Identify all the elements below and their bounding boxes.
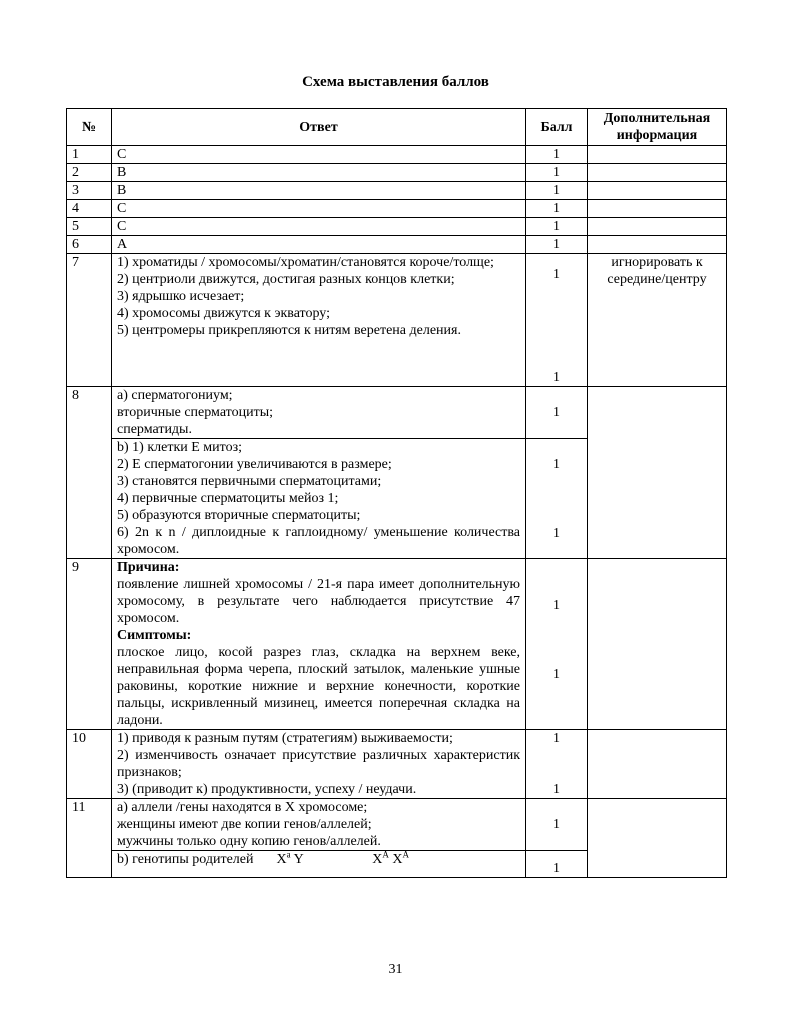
table-row-11a bbox=[67, 799, 727, 851]
point-value: 1 bbox=[553, 526, 560, 541]
scoring-table bbox=[66, 108, 727, 878]
row-answer bbox=[112, 559, 526, 730]
answer-line: сперматиды. bbox=[117, 422, 192, 437]
genotype-base: X bbox=[388, 852, 403, 867]
answer-line: 4) хромосомы движутся к экватору; bbox=[117, 306, 331, 321]
row-points: 1 bbox=[526, 236, 588, 254]
answer-line: а) сперматогониум; bbox=[117, 388, 233, 403]
row-points bbox=[526, 439, 588, 559]
page-title: Схема выставления баллов bbox=[302, 74, 489, 90]
answer-line: b) 1) клетки E митоз; bbox=[117, 440, 242, 455]
row-answer bbox=[112, 799, 526, 851]
row-answer: C bbox=[112, 218, 526, 236]
header-info: Дополнительная информация bbox=[588, 109, 727, 146]
table-row-8a bbox=[67, 387, 727, 439]
row-num: 10 bbox=[67, 730, 112, 799]
answer-line: а) аллели /гены находятся в X хромосоме; bbox=[117, 800, 368, 815]
row-points bbox=[526, 254, 588, 387]
symptoms-label: Симптомы: bbox=[117, 628, 192, 643]
answer-line: 2) центриоли движутся, достигая разных концов клетки; bbox=[117, 272, 455, 287]
row-answer: A bbox=[112, 236, 526, 254]
row-answer bbox=[112, 730, 526, 799]
answer-line: 3) становятся первичными сперматоцитами; bbox=[117, 474, 382, 489]
point-value: 1 bbox=[553, 370, 560, 385]
answer-line: 3) ядрышко исчезает; bbox=[117, 289, 245, 304]
row-points: 1 bbox=[526, 218, 588, 236]
symptoms-text: плоское лицо, косой разрез глаз, складка на верхнем веке, неправильная форма черепа, плоский затылок, маленькие ушные раковины, короткие нижние и верхние конечности, короткие пальцы, искривленный мизинец, имеется поперечная складка на ладони. bbox=[117, 645, 520, 728]
answer-line: 1) приводя к разным путям (стратегиям) выживаемости; bbox=[117, 731, 453, 746]
answer-line: вторичные сперматоциты; bbox=[117, 405, 273, 420]
answer-line: 6) 2n к n / диплоидные к гаплоидному/ уменьшение количества хромосом. bbox=[117, 525, 520, 557]
point-value: 1 bbox=[553, 782, 560, 797]
row-answer: B bbox=[112, 182, 526, 200]
row-num: 2 bbox=[67, 164, 112, 182]
row-info bbox=[588, 218, 727, 236]
page-number: 31 bbox=[388, 962, 403, 977]
answer-line: женщины имеют две копии генов/аллелей; bbox=[117, 817, 372, 832]
answer-line: 1) хроматиды / хромосомы/хроматин/становятся короче/толще; bbox=[117, 255, 494, 270]
row-answer bbox=[112, 254, 526, 387]
table-row bbox=[67, 218, 727, 236]
row-points: 1 bbox=[526, 164, 588, 182]
row-points: 1 bbox=[526, 851, 588, 878]
table-row bbox=[67, 146, 727, 164]
point-value: 1 bbox=[553, 457, 560, 472]
answer-line: 2) E сперматогонии увеличиваются в размере; bbox=[117, 457, 392, 472]
row-num: 8 bbox=[67, 387, 112, 559]
genotype-base: X bbox=[372, 852, 383, 867]
genotype-tail: Y bbox=[290, 852, 304, 867]
row-info bbox=[588, 182, 727, 200]
row-num: 11 bbox=[67, 799, 112, 878]
table-row bbox=[67, 164, 727, 182]
row-info bbox=[588, 387, 727, 559]
row-answer bbox=[112, 851, 526, 878]
header-answer: Ответ bbox=[112, 109, 526, 146]
row-points: 1 bbox=[526, 146, 588, 164]
table-row bbox=[67, 182, 727, 200]
row-info bbox=[588, 200, 727, 218]
row-info bbox=[588, 559, 727, 730]
point-value: 1 bbox=[553, 667, 560, 682]
row-info bbox=[588, 164, 727, 182]
row-points: 1 bbox=[526, 387, 588, 439]
point-value: 1 bbox=[553, 598, 560, 613]
row-num: 7 bbox=[67, 254, 112, 387]
row-answer bbox=[112, 387, 526, 439]
row-info bbox=[588, 236, 727, 254]
genotype-allele: A bbox=[382, 849, 389, 860]
answer-line: 5) образуются вторичные сперматоциты; bbox=[117, 508, 361, 523]
table-row-9 bbox=[67, 559, 727, 730]
table-row-10 bbox=[67, 730, 727, 799]
row-points: 1 bbox=[526, 799, 588, 851]
row-points: 1 bbox=[526, 182, 588, 200]
table-row bbox=[67, 200, 727, 218]
row-num: 6 bbox=[67, 236, 112, 254]
row-points bbox=[526, 559, 588, 730]
genotype-allele: A bbox=[402, 849, 409, 860]
row-num: 1 bbox=[67, 146, 112, 164]
row-answer: C bbox=[112, 146, 526, 164]
answer-line: 4) первичные сперматоциты мейоз 1; bbox=[117, 491, 339, 506]
table-row bbox=[67, 236, 727, 254]
row-answer bbox=[112, 439, 526, 559]
answer-line: 3) (приводит к) продуктивности, успеху / неудачи. bbox=[117, 782, 417, 797]
point-value: 1 bbox=[553, 267, 560, 282]
table-row-7 bbox=[67, 254, 727, 387]
row-num: 4 bbox=[67, 200, 112, 218]
row-info: игнорировать к середине/центру bbox=[588, 254, 727, 387]
cause-label: Причина: bbox=[117, 560, 180, 575]
genotype-allele: a bbox=[286, 849, 291, 860]
row-info bbox=[588, 146, 727, 164]
genotype-parent-1 bbox=[276, 849, 304, 867]
cause-text: появление лишней хромосомы / 21-я пара имеет дополнительную хромосому, в результате чего наблюдается присутствие 47 хромосом. bbox=[117, 577, 520, 626]
header-points: Балл bbox=[526, 109, 588, 146]
row-info bbox=[588, 730, 727, 799]
row-points bbox=[526, 730, 588, 799]
table-header-row bbox=[67, 109, 727, 146]
point-value: 1 bbox=[553, 731, 560, 746]
answer-line: 2) изменчивость означает присутствие различных характеристик признаков; bbox=[117, 748, 520, 780]
genotype-base: X bbox=[276, 852, 287, 867]
row-num: 5 bbox=[67, 218, 112, 236]
answer-line: 5) центромеры прикрепляются к нитям веретена деления. bbox=[117, 323, 461, 338]
row-points: 1 bbox=[526, 200, 588, 218]
genotype-label: b) генотипы родителей bbox=[117, 852, 254, 867]
row-num: 9 bbox=[67, 559, 112, 730]
genotype-parent-2 bbox=[372, 849, 409, 867]
row-info bbox=[588, 799, 727, 878]
header-num: № bbox=[67, 109, 112, 146]
row-answer: C bbox=[112, 200, 526, 218]
row-answer: B bbox=[112, 164, 526, 182]
answer-line: мужчины только одну копию генов/аллелей. bbox=[117, 834, 381, 849]
row-num: 3 bbox=[67, 182, 112, 200]
